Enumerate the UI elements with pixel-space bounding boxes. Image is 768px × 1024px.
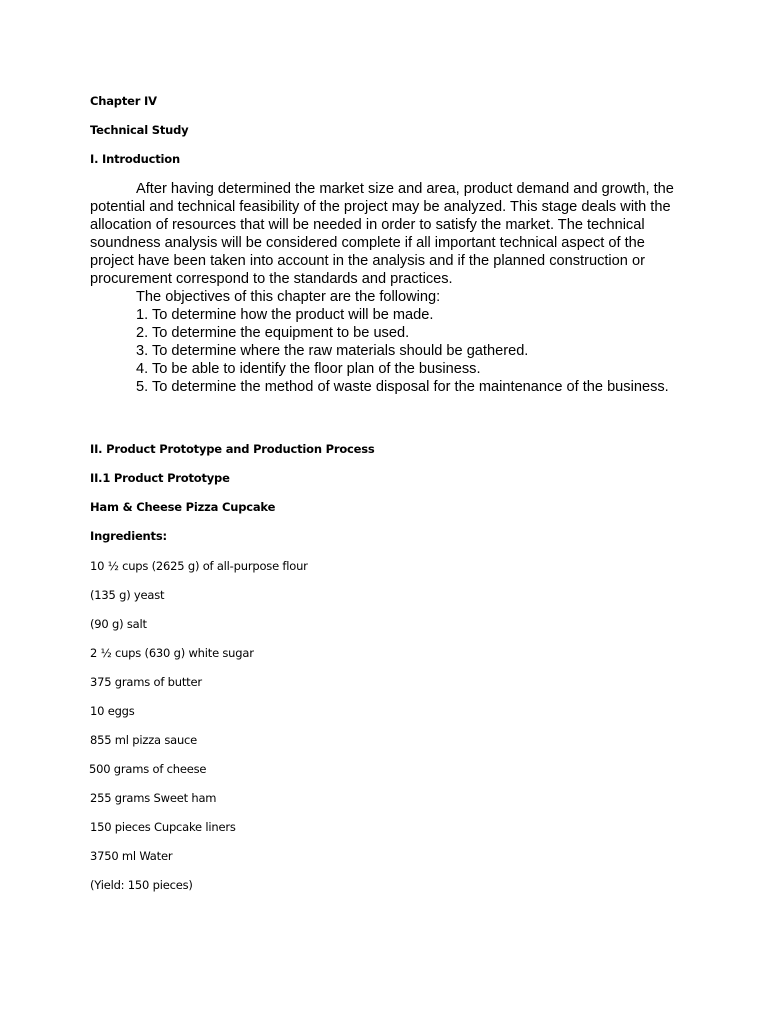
yield-note: (Yield: 150 pieces) xyxy=(90,878,193,892)
section-heading-introduction: I. Introduction xyxy=(90,152,180,166)
intro-paragraph: After having determined the market size and area, product demand and growth, the potential and technical feasibility of the project may be analyzed. This stage deals with the allocation of resources that will be needed in order to satisfy the market. The technical soundness analysis will be considered complete if all important technical aspect of the project have been taken into account in the analysis and if the planned construction or procurement correspond to the standards and practices. xyxy=(90,181,674,287)
study-title: Technical Study xyxy=(90,123,189,137)
ingredient-item: 2 ½ cups (630 g) white sugar xyxy=(90,646,254,660)
section-heading-product-prototype: II. Product Prototype and Production Process xyxy=(90,442,375,456)
introduction-body xyxy=(90,180,680,396)
subsection-heading: II.1 Product Prototype xyxy=(90,471,230,485)
ingredient-item: 375 grams of butter xyxy=(90,675,202,689)
objective-item: 3. To determine where the raw materials should be gathered. xyxy=(136,343,529,359)
ingredient-item: 150 pieces Cupcake liners xyxy=(90,820,236,834)
product-name: Ham & Cheese Pizza Cupcake xyxy=(90,500,276,514)
ingredient-item: 855 ml pizza sauce xyxy=(90,733,198,747)
ingredients-label: Ingredients: xyxy=(90,529,167,543)
objectives-intro: The objectives of this chapter are the following: xyxy=(136,289,441,305)
ingredient-item: 10 eggs xyxy=(90,704,135,718)
ingredient-item: (135 g) yeast xyxy=(90,588,165,602)
ingredient-item: 255 grams Sweet ham xyxy=(90,791,217,805)
objective-item: 1. To determine how the product will be made. xyxy=(136,307,434,323)
objective-item: 4. To be able to identify the floor plan of the business. xyxy=(136,361,481,377)
objective-item: 5. To determine the method of waste disposal for the maintenance of the business. xyxy=(136,379,669,395)
ingredient-item: (90 g) salt xyxy=(90,617,147,631)
chapter-heading: Chapter IV xyxy=(90,94,157,108)
objective-item: 2. To determine the equipment to be used. xyxy=(136,325,410,341)
ingredient-item: 10 ½ cups (2625 g) of all-purpose flour xyxy=(90,559,308,573)
ingredient-item: 500 grams of cheese xyxy=(89,762,207,776)
ingredient-item: 3750 ml Water xyxy=(90,849,173,863)
